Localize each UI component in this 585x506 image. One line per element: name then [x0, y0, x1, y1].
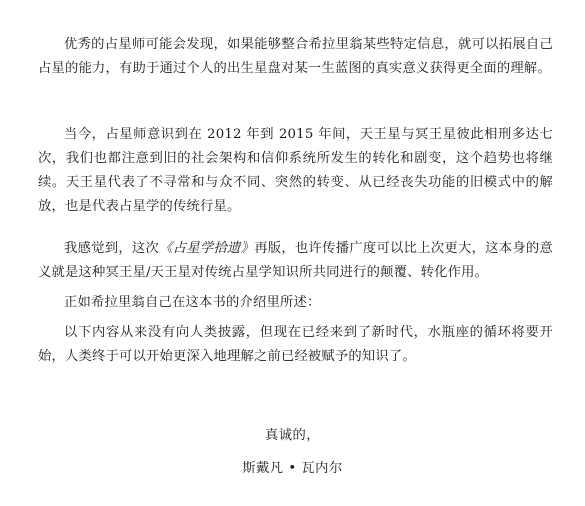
paragraph-republication-before: 我感觉到，这次 [64, 241, 160, 256]
paragraph-republication-after: 再版，也许传播广度可以比上次更大，这本身的意义就是这种冥王星/天王星对传统占星学知识所共同进行的颠覆、转化作用。 [38, 241, 554, 280]
paragraph-quote-intro: 正如希拉里翁自己在这本书的介绍里所述： [64, 295, 321, 310]
paragraph-astrologer-integration: 优秀的占星师可能会发现，如果能够整合希拉里翁某些特定信息，就可以拓展自己占星的能力，有助于通过个人的出生星盘对某一生蓝图的真实意义获得更全面的理解。 [38, 37, 553, 76]
paragraph-uranus-pluto-square: 当今，占星师意识到在 2012 年到 2015 年间，天王星与冥王星彼此相刑多达七次，我们也都注意到旧的社会架构和信仰系统所发生的转化和剧变，这个趋势也将继续。天王星代表了不寻常和与众不同、突然的转变、从已经丧失功能的旧模式中的解放，也是代表占星学的传统行星。 [38, 127, 553, 214]
paragraph-quote: 以下内容从来没有向人类披露，但现在已经来到了新时代，水瓶座的循环将要开始，人类终于可以开始更深入地理解之前已经被赋予的知识了。 [38, 325, 553, 364]
signature: 斯戴凡 • 瓦内尔 [242, 461, 343, 476]
book-title: 《占星学拾遗》 [159, 241, 255, 256]
paragraph-republication [38, 237, 553, 285]
closing-salutation: 真诚的， [264, 428, 321, 443]
